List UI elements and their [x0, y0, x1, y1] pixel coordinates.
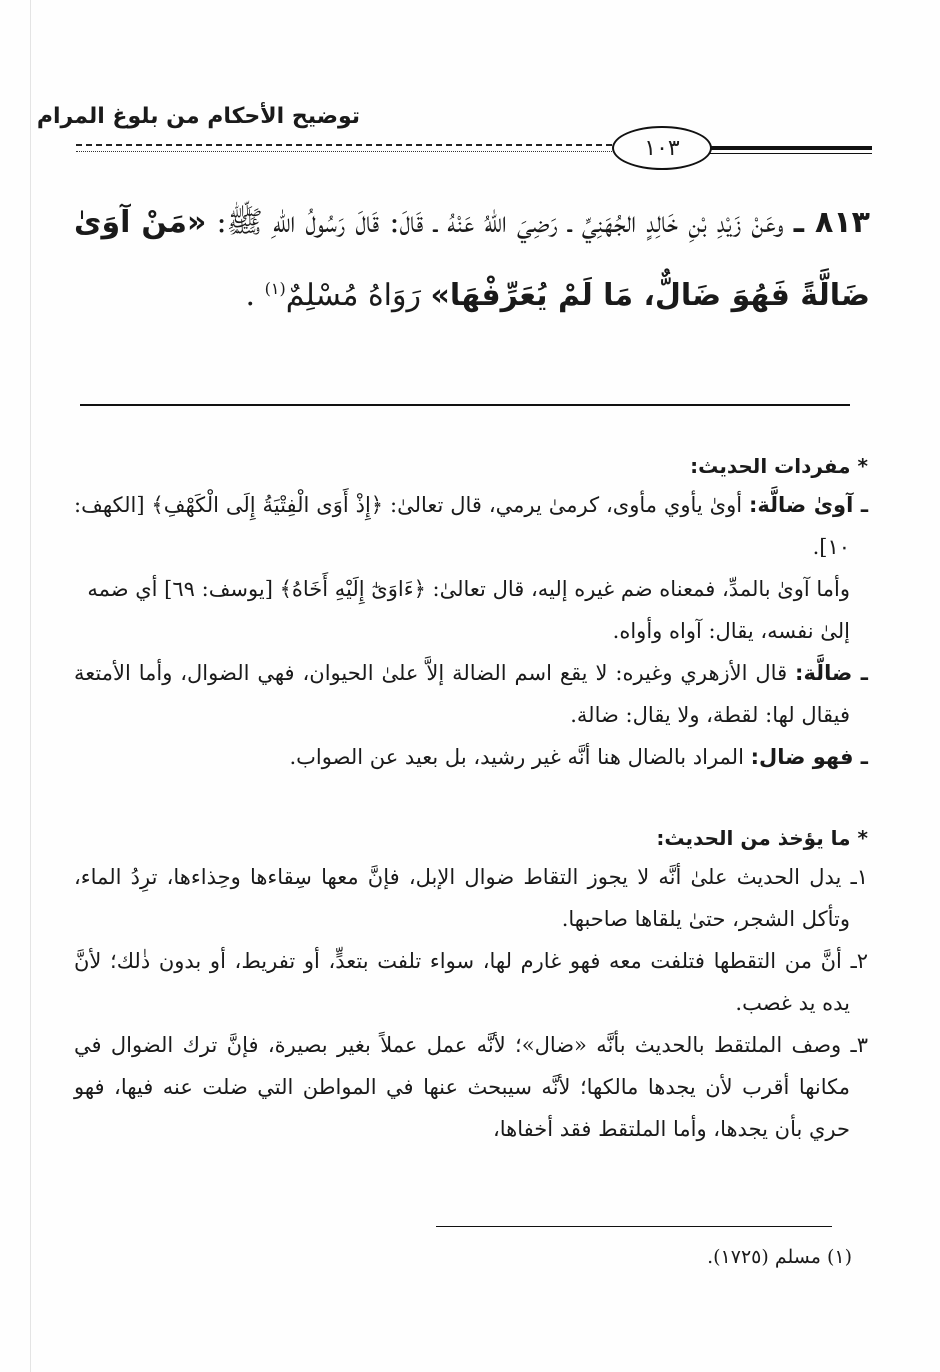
lesson-number: ٣ـ: [850, 1033, 868, 1057]
lesson-number: ١ـ: [850, 865, 868, 889]
hadith-number: ٨١٣ ـ: [793, 205, 870, 240]
footnote-text: مسلم (١٧٢٥).: [707, 1246, 821, 1268]
lesson-text: يدل الحديث علىٰ أنَّه لا يجوز التقاط ضوال الإبل، فإنَّ معها سِقاءها وحِذاءها، ترِدُ الماء، وتأكل الشجر، حتىٰ يلقاها صاحبها.: [74, 865, 850, 931]
vocab-term: ـ آوىٰ ضالَّة:: [749, 493, 868, 517]
vocab-definition: أوىٰ يأوي مأوى، كرمىٰ يرمي، قال تعالىٰ: ﴿إِذْ أَوَى الْفِتْيَةُ إِلَى الْكَهْفِ﴾ [الكهف: ١٠].: [74, 493, 850, 559]
hadith-end-mark: .: [245, 278, 256, 313]
vocab-term: ـ ضالَّة:: [795, 661, 868, 685]
page-number: ١٠٣: [612, 126, 712, 170]
vocab-item: [74, 652, 868, 736]
vocab-item: [74, 484, 868, 568]
running-header-title: توضيح الأحكام من بلوغ المرام: [36, 104, 360, 129]
vocabulary-list: [74, 484, 868, 778]
page-margin-line: [30, 0, 31, 1372]
vocabulary-heading: * مفردات الحديث:: [690, 454, 868, 478]
footnote-marker: (١): [264, 279, 286, 298]
vocabulary-section: [74, 448, 868, 778]
vocab-definition: قال الأزهري وغيره: لا يقع اسم الضالة إلاَّ علىٰ الحيوان، فهي الضوال، وأما الأمتعة فيقال لها: لقطة، ولا يقال: ضالة.: [74, 661, 850, 727]
lessons-section: [74, 820, 868, 1150]
vocab-term: ـ فهو ضال:: [750, 745, 868, 769]
hadith-isnad: وعَنْ زَيْدِ بْنِ خَالِدٍ الجُهَنِيِّ ـ رَضِيَ اللهُ عَنْهُ ـ قَالَ: قَالَ رَسُولُ اللهِ ﷺ:: [216, 205, 784, 240]
lesson-item: [74, 856, 868, 940]
vocab-definition: المراد بالضال هنا أنَّه غير رشيد، بل بعيد عن الصواب.: [289, 745, 744, 769]
footnote-rule: [436, 1226, 832, 1227]
lesson-item: [74, 940, 868, 1024]
hadith-source: رَوَاهُ مُسْلِمٌ: [285, 278, 421, 313]
footnote-number: (١): [826, 1246, 852, 1268]
lessons-heading: * ما يؤخذ من الحديث:: [656, 826, 868, 850]
lessons-list: [74, 856, 868, 1150]
lesson-number: ٢ـ: [850, 949, 868, 973]
hadith-text: [74, 190, 870, 329]
hadith-quote: «مَنْ آوَىٰ ضَالَّةً فَهُوَ ضَالٌّ، مَا لَمْ يُعَرِّفْهَا»: [74, 205, 870, 313]
header-rule-dotted: [76, 151, 612, 153]
vocab-continuation: وأما آوىٰ بالمدِّ، فمعناه ضم غيره إليه، قال تعالىٰ: ﴿ءَاوَىٰٓ إِلَيْهِ أَخَاهُ﴾ [يوسف: ٦٩] أي ضمه إلىٰ نفسه، يقال: آواه وأواه.: [87, 577, 850, 643]
header-rule-dashed: [76, 144, 612, 148]
lesson-text: أنَّ من التقطها فتلفت معه فهو غارم لها، سواء تلفت بتعدٍّ، أو تفريط، أو بدون ذٰلك؛ لأنَّ يده يد غصب.: [74, 949, 850, 1015]
lesson-text: وصف الملتقط بالحديث بأنَّه «ضال»؛ لأنَّه عمل عملاً بغير بصيرة، فإنَّ ترك الضوال في مكانها أقرب لأن يجدها مالكها؛ لأنَّه سيبحث عنها في المواطن التي ضلت عنه فيها، فهو حري بأن يجدها، وأما الملتقط فقد أخفاها،: [74, 1033, 850, 1141]
section-divider: [80, 404, 850, 406]
footnote: [707, 1246, 852, 1268]
vocab-item: [74, 736, 868, 778]
lesson-item: [74, 1024, 868, 1150]
